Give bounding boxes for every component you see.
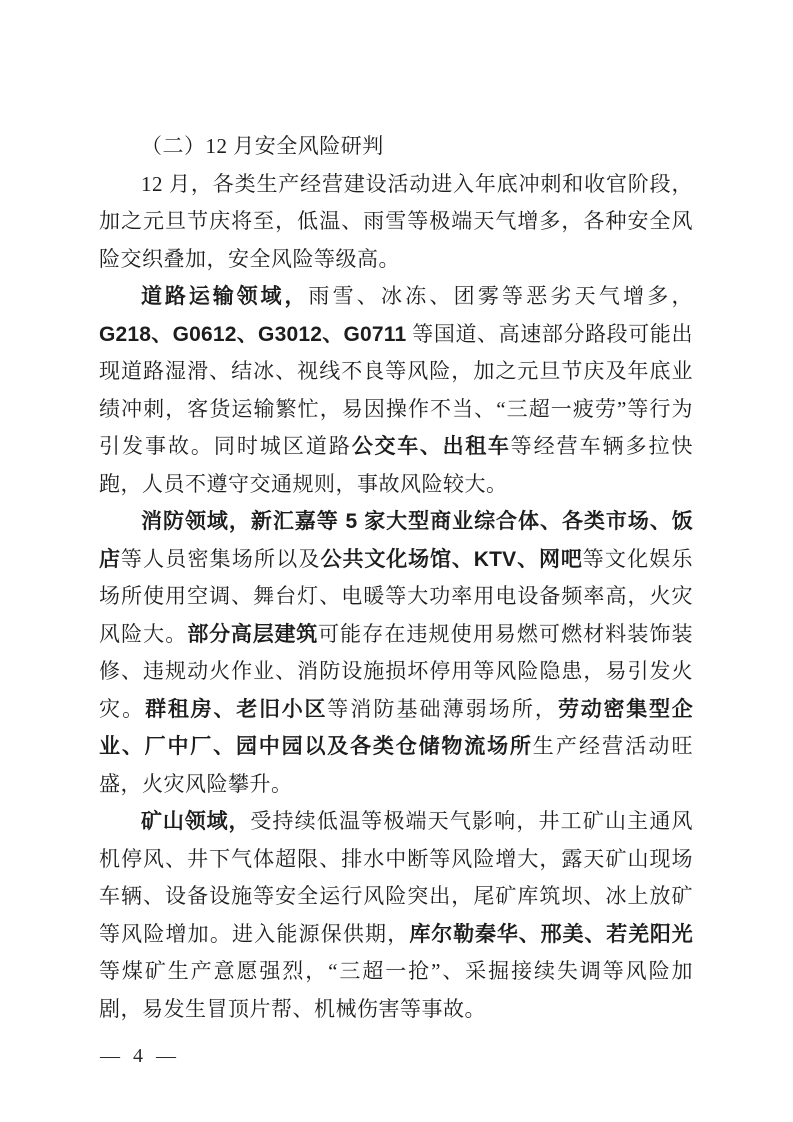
text-run: 等文化娱乐场所使用空调、舞台灯、电暖等大功率用电设备频率高，火灾风险大。 [99, 546, 693, 646]
text-run: 受持续低温等极端天气影响，井工矿山主通风机停风、井下气体超限、排水中断等风险增大，露天矿山现场车辆、设备设施等安全运行风险突出，尾矿库筑坝、冰上放矿等风险增加。进入能源保供期， [99, 809, 694, 946]
text-run: 等经营车辆多拉快跑，人员不遵守交通规则，事故风险较大。 [99, 434, 694, 496]
bold-text-run: 道路运输领域， [141, 285, 309, 308]
bold-text-run: 消防领域，新汇嘉等 5 家大型商业综合体、各类市场、饭店 [99, 510, 693, 571]
page-number: — 4 — [100, 1045, 180, 1067]
text-run: 生产经营活动旺盛，火灾风险攀升。 [99, 734, 693, 796]
text-run: 可能存在违规使用易燃可燃材料装饰装修、违规动火作业、消防设施损坏停用等风险隐患，易引发火灾。 [99, 621, 694, 721]
text-run: 等煤矿生产意愿强烈，“三超一抢”、采掘接续失调等风险加剧，易发生冒顶片帮、机械伤害等事故。 [99, 959, 693, 1021]
document-body [99, 128, 693, 1028]
text-run: 等消防基础薄弱场所， [327, 696, 558, 721]
section-heading: （二）12 月安全风险研判 [141, 134, 384, 158]
bold-text-run: 劳动密集型企业、厂中厂、园中园以及各类仓储物流场所 [99, 697, 694, 758]
paragraph [99, 803, 693, 1028]
bold-text-run: G218、G0612、G3012、G0711 [99, 322, 407, 346]
bold-text-run: 群租房、老旧小区 [145, 697, 328, 721]
paragraph [99, 503, 693, 803]
bold-text-run: 矿山领域， [141, 810, 251, 833]
paragraph [99, 278, 693, 503]
bold-text-run: 公交车、出租车 [351, 435, 511, 458]
bold-text-run: 部分高层建筑 [187, 622, 319, 646]
text-run: 等人员密集场所以及 [120, 546, 321, 571]
paragraphs-container [99, 166, 693, 1029]
bold-text-run: 公共文化场馆、KTV、网吧 [320, 547, 583, 571]
text-run: 雨雪、冰冻、团雾等恶劣天气增多， [308, 284, 694, 308]
text-run: 等国道、高速部分路段可能出现道路湿滑、结冰、视线不良等风险，加之元旦节庆及年底业绩冲刺，客货运输繁忙，易因操作不当、“三超一疲劳”等行为引发事故。同时城区道路 [99, 321, 693, 458]
bold-text-run: 库尔勒秦华、邢美、若羌阳光 [409, 922, 694, 946]
text-run: 12 月，各类生产经营建设活动进入年底冲刺和收官阶段，加之元旦节庆将至，低温、雨雪等极端天气增多，各种安全风险交织叠加，安全风险等级高。 [99, 171, 693, 271]
paragraph [99, 166, 693, 279]
